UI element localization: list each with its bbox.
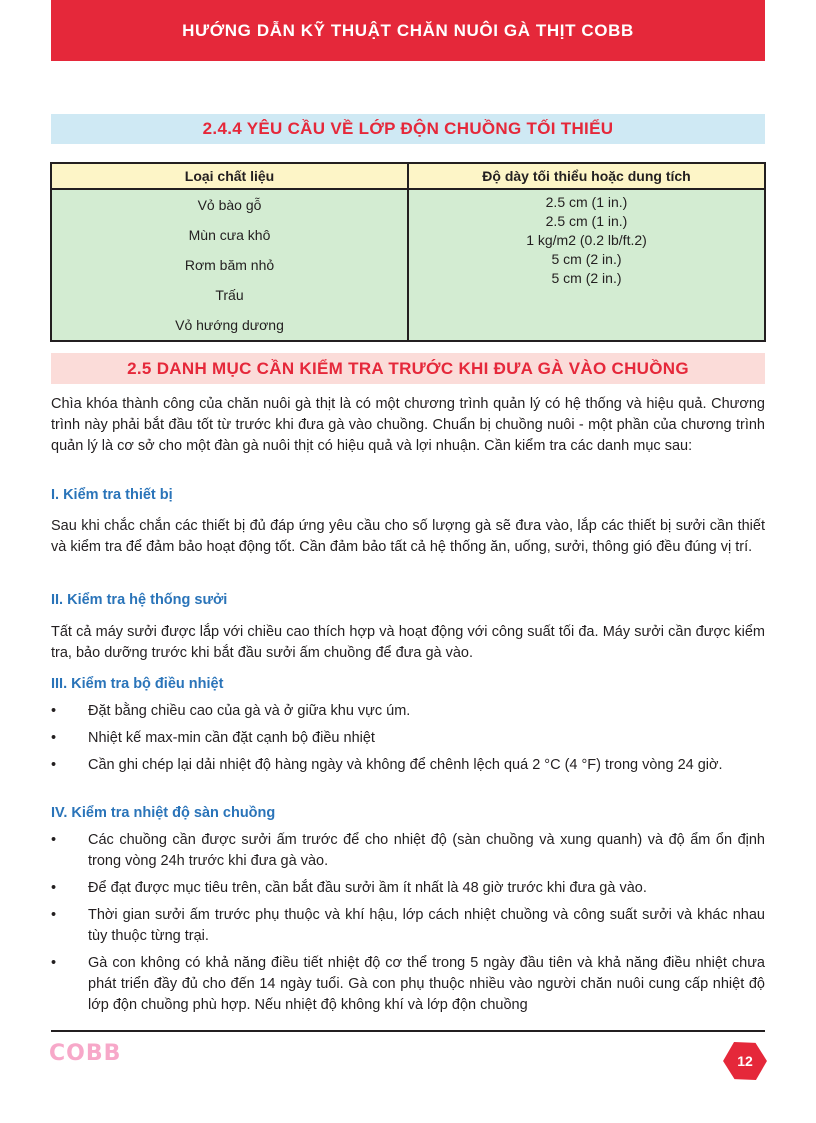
heading-floor-temp-check: IV. Kiểm tra nhiệt độ sàn chuồng — [51, 805, 276, 821]
page-header: HƯỚNG DẪN KỸ THUẬT CHĂN NUÔI GÀ THỊT COBB — [51, 0, 765, 61]
list-item — [51, 755, 765, 776]
heading-heating-check: II. Kiểm tra hệ thống sưởi — [51, 592, 228, 608]
bullet-icon: • — [51, 757, 57, 773]
heading-thermostat-check: III. Kiểm tra bộ điều nhiệt — [51, 676, 224, 692]
page-number-badge — [723, 1039, 767, 1083]
list-item-text: Các chuồng cần được sưởi ấm trước để cho nhiệt độ (sàn chuồng và xung quanh) và độ ẩm ổn định trong vòng 24h trước khi đưa gà vào. — [88, 832, 765, 869]
floor-temp-list — [51, 830, 765, 1022]
table-header-thickness: Độ dày tối thiểu hoặc dung tích — [408, 163, 765, 189]
list-item — [51, 905, 765, 947]
list-item-text: Đặt bằng chiều cao của gà và ở giữa khu vực úm. — [88, 703, 411, 719]
list-item-text: Gà con không có khả năng điều tiết nhiệt độ cơ thể trong 5 ngày đầu tiên và khả năng điều nhiệt chưa phát triển đầy đủ cho đến 14 ngày tuổi. Gà con phụ thuộc nhiều vào người chăn nuôi cung cấp nhiệt độ lớp độn chuồng phù hợp. Nếu nhiệt độ không khí và lớp độn chuồng — [88, 955, 765, 1013]
material-item: Rơm băm nhỏ — [184, 257, 275, 273]
intro-paragraph: Chìa khóa thành công của chăn nuôi gà thịt là có một chương trình quản lý có hệ thống và hiệu quả. Chương trình này phải bắt đầu tốt từ trước khi đưa gà vào chuồng. Chuẩn bị chuồng nuôi - một phần của chương trình quản lý là cơ sở cho một đàn gà nuôi thịt có hiệu quả và lợi nhuận. Cần kiểm tra các danh mục sau: — [51, 396, 765, 454]
section-244-title: 2.4.4 YÊU CẦU VỀ LỚP ĐỘN CHUỒNG TỐI THIỂU — [51, 114, 765, 144]
thickness-item: 5 cm (2 in.) — [551, 270, 622, 286]
page-number: 12 — [737, 1053, 753, 1069]
list-item-text: Cần ghi chép lại dải nhiệt độ hàng ngày và không để chênh lệch quá 2 °C (4 °F) trong vòng 24 giờ. — [88, 757, 723, 773]
heading-equipment-check: I. Kiểm tra thiết bị — [51, 487, 173, 503]
bullet-icon: • — [51, 880, 57, 896]
material-item: Trấu — [215, 287, 244, 303]
list-item-text: Thời gian sưởi ấm trước phụ thuộc và khí hậu, lớp cách nhiệt chuồng và công suất sưởi và khác nhau tùy thuộc từng trại. — [88, 907, 765, 944]
material-item: Mùn cưa khô — [188, 227, 271, 243]
bullet-icon: • — [51, 730, 57, 746]
list-item-text: Để đạt được mục tiêu trên, cần bắt đầu sưởi ầm ít nhất là 48 giờ trước khi đưa gà vào. — [88, 880, 647, 896]
section-25-title: 2.5 DANH MỤC CẦN KIỂM TRA TRƯỚC KHI ĐƯA GÀ VÀO CHUỒNG — [51, 353, 765, 384]
thickness-item: 5 cm (2 in.) — [551, 251, 622, 267]
bullet-icon: • — [51, 955, 57, 971]
equipment-paragraph: Sau khi chắc chắn các thiết bị đủ đáp ứng yêu cầu cho số lượng gà sẽ đưa vào, lắp các thiết bị sưởi cần thiết và kiểm tra để đảm bảo hoạt động tốt. Cần đảm bảo tất cả hệ thống ăn, uống, sưởi, thông gió đều đúng vị trí. — [51, 518, 765, 555]
bullet-icon: • — [51, 832, 57, 848]
list-item — [51, 830, 765, 872]
list-item — [51, 728, 765, 749]
material-cell — [51, 189, 408, 341]
list-item — [51, 953, 765, 1016]
table-header-material: Loại chất liệu — [51, 163, 408, 189]
thickness-cell — [408, 189, 765, 341]
thickness-item: 2.5 cm (1 in.) — [545, 194, 628, 210]
bullet-icon: • — [51, 703, 57, 719]
list-item — [51, 878, 765, 899]
material-item: Vỏ hướng dương — [175, 317, 284, 333]
list-item — [51, 701, 765, 722]
footer-divider — [51, 1030, 765, 1032]
bullet-icon: • — [51, 907, 57, 923]
cobb-logo: COBB — [49, 1041, 122, 1066]
material-item: Vỏ bào gỗ — [197, 197, 262, 213]
thickness-item: 1 kg/m2 (0.2 lb/ft.2) — [526, 232, 647, 248]
list-item-text: Nhiệt kế max-min cần đặt cạnh bộ điều nhiệt — [88, 730, 375, 746]
thermostat-list — [51, 701, 765, 782]
bedding-table — [50, 162, 766, 342]
thickness-item: 2.5 cm (1 in.) — [545, 213, 628, 229]
heating-paragraph: Tất cả máy sưởi được lắp với chiều cao thích hợp và hoạt động với công suất tối đa. Máy sưởi cần được kiểm tra, bảo dưỡng trước khi bắt đầu sưởi ấm chuồng để đưa gà vào. — [51, 624, 765, 661]
